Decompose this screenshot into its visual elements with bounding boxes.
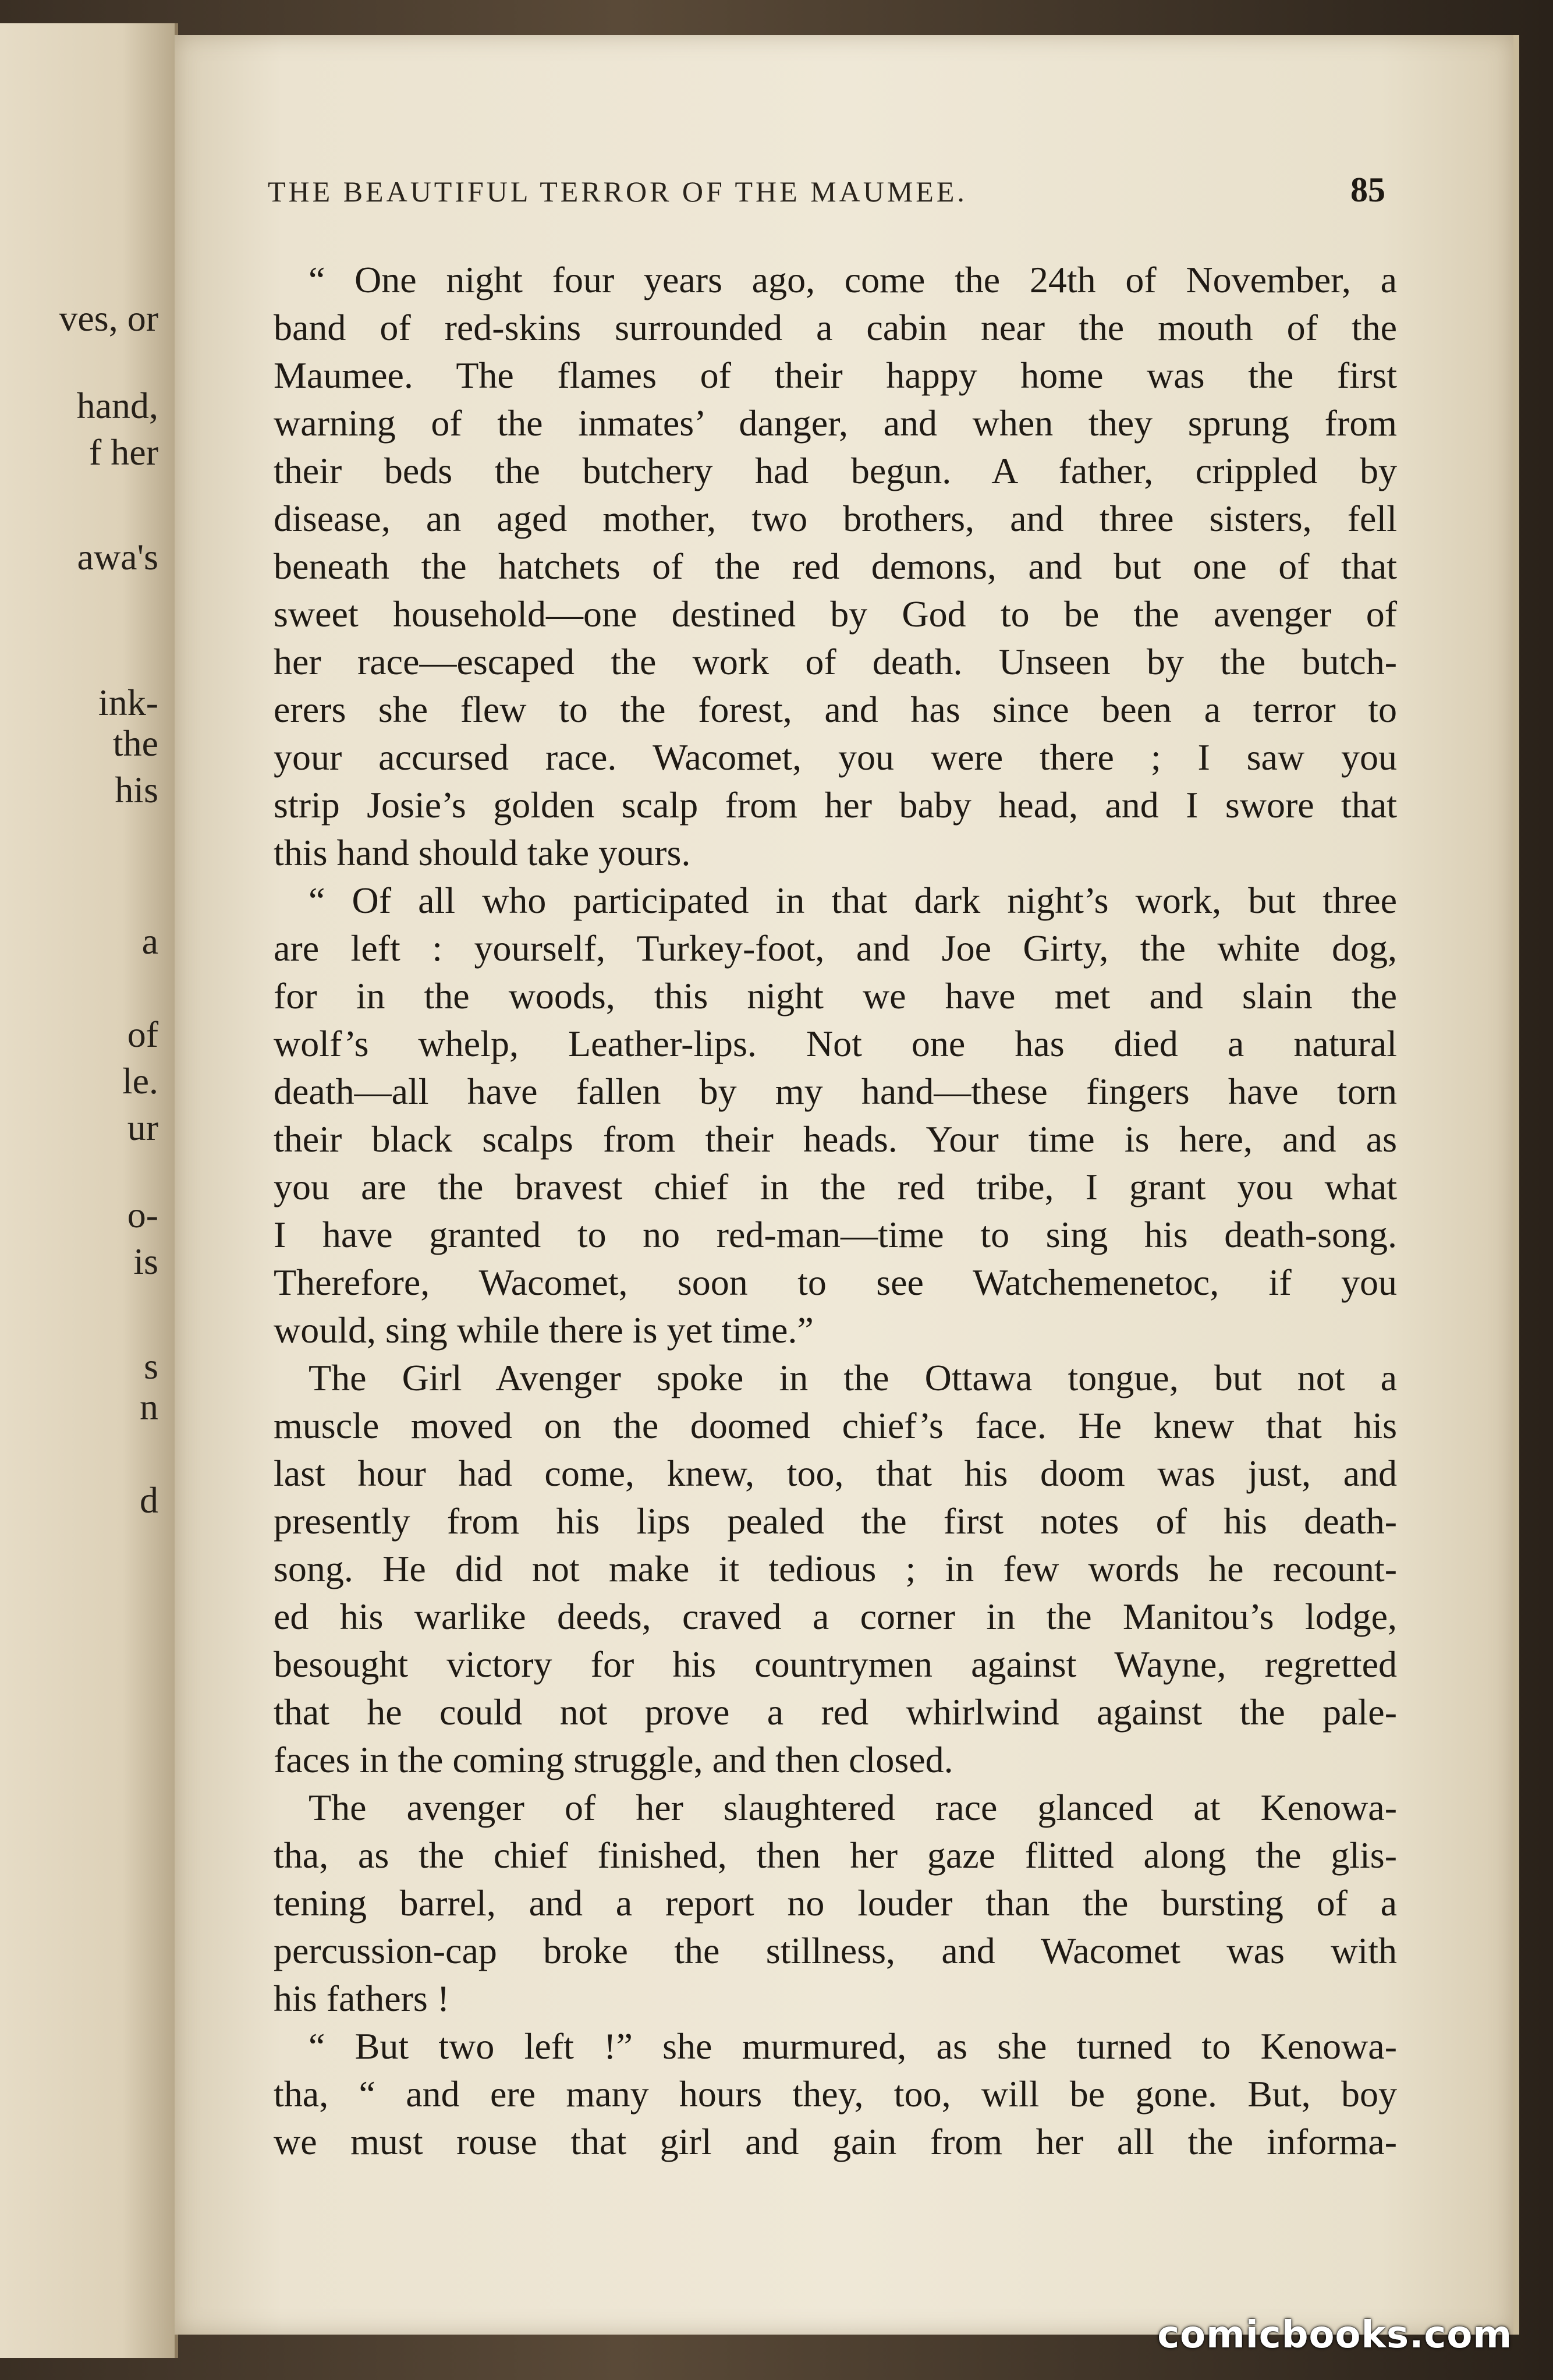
text-line: last hour had come, knew, too, that his doom was just, and [274, 1453, 1397, 1494]
text-line: song. He did not make it tedious ; in few words he recount- [274, 1548, 1397, 1589]
text-line: tha, “ and ere many hours they, too, will be gone. But, boy [274, 2073, 1397, 2115]
text-line: you are the bravest chief in the red tribe, I grant you what [274, 1166, 1397, 1207]
text-line: “ One night four years ago, come the 24th of November, a [309, 259, 1397, 300]
left-facing-page [0, 23, 178, 2358]
text-line: beneath the hatchets of the red demons, and but one of that [274, 546, 1397, 587]
left-page-fragment: ur [127, 1107, 158, 1148]
text-line: tening barrel, and a report no louder than the bursting of a [274, 1882, 1397, 1924]
text-line: would, sing while there is yet time.” [274, 1309, 814, 1351]
text-line: presently from his lips pealed the first notes of his death- [274, 1500, 1397, 1542]
text-line: death—all have fallen by my hand—these fingers have torn [274, 1071, 1397, 1112]
watermark: comicbooks.com [1157, 2314, 1512, 2357]
text-line: sweet household—one destined by God to be the avenger of [274, 593, 1397, 635]
text-line: Maumee. The flames of their happy home was the first [274, 355, 1397, 396]
text-line: erers she flew to the forest, and has since been a terror to [274, 689, 1397, 730]
left-page-fragment: is [133, 1241, 158, 1282]
left-page-fragment: o- [127, 1194, 158, 1235]
text-line: we must rouse that girl and gain from her all the informa- [274, 2121, 1397, 2162]
text-line: percussion-cap broke the stillness, and Wacomet was with [274, 1930, 1397, 1971]
running-head [268, 171, 1385, 221]
left-page-fragment: n [140, 1386, 158, 1428]
text-line: “ Of all who participated in that dark night’s work, but three [309, 880, 1397, 921]
left-page-fragment: his [115, 769, 158, 810]
text-line: for in the woods, this night we have met and slain the [274, 975, 1397, 1017]
text-line: wolf’s whelp, Leather-lips. Not one has died a natural [274, 1023, 1397, 1064]
text-line: are left : yourself, Turkey-foot, and Joe Girty, the white dog, [274, 927, 1397, 969]
text-line: this hand should take yours. [274, 832, 691, 873]
left-page-fragment: ink- [98, 682, 158, 723]
text-line: tha, as the chief finished, then her gaze flitted along the glis- [274, 1834, 1397, 1876]
text-line: strip Josie’s golden scalp from her baby head, and I swore that [274, 784, 1397, 826]
text-line: your accursed race. Wacomet, you were there ; I saw you [274, 736, 1397, 778]
text-line: his fathers ! [274, 1978, 450, 2019]
text-line: faces in the coming struggle, and then closed. [274, 1739, 953, 1780]
page-number: 85 [1350, 171, 1385, 209]
text-line: that he could not prove a red whirlwind against the pale- [274, 1691, 1397, 1733]
text-line: warning of the inmates’ danger, and when they sprung from [274, 402, 1397, 444]
left-page-fragment: awa's [77, 536, 158, 578]
text-line: Therefore, Wacomet, soon to see Watchemenetoc, if you [274, 1262, 1397, 1303]
text-line: their beds the butchery had begun. A father, crippled by [274, 450, 1397, 491]
left-page-fragment: s [144, 1345, 158, 1387]
text-line: The Girl Avenger spoke in the Ottawa tongue, but not a [309, 1357, 1397, 1398]
text-line: band of red-skins surrounded a cabin near the mouth of the [274, 307, 1397, 348]
text-line: besought victory for his countrymen against Wayne, regretted [274, 1644, 1397, 1685]
text-line: muscle moved on the doomed chief’s face. He knew that his [274, 1405, 1397, 1446]
left-page-fragment: a [141, 920, 158, 962]
text-line: “ But two left !” she murmured, as she turned to Kenowa- [309, 2025, 1397, 2067]
left-page-fragment: le. [122, 1060, 158, 1102]
left-page-fragment: hand, [76, 385, 158, 426]
left-page-fragment: ves, or [59, 298, 158, 339]
text-line: their black scalps from their heads. Your time is here, and as [274, 1118, 1397, 1160]
text-line: I have granted to no red-man—time to sing his death-song. [274, 1214, 1397, 1255]
text-line: The avenger of her slaughtered race glanced at Kenowa- [309, 1787, 1397, 1828]
running-head-title: THE BEAUTIFUL TERROR OF THE MAUMEE. [268, 175, 967, 208]
left-page-fragment: f her [88, 431, 158, 473]
left-page-fragment: of [127, 1014, 158, 1055]
left-page-fragment: d [140, 1479, 158, 1521]
text-line: her race—escaped the work of death. Unseen by the butch- [274, 641, 1397, 682]
text-line: disease, an aged mother, two brothers, and three sisters, fell [274, 498, 1397, 539]
left-page-fragment: the [112, 722, 158, 764]
text-line: ed his warlike deeds, craved a corner in the Manitou’s lodge, [274, 1596, 1397, 1637]
body-text [274, 256, 1397, 2189]
